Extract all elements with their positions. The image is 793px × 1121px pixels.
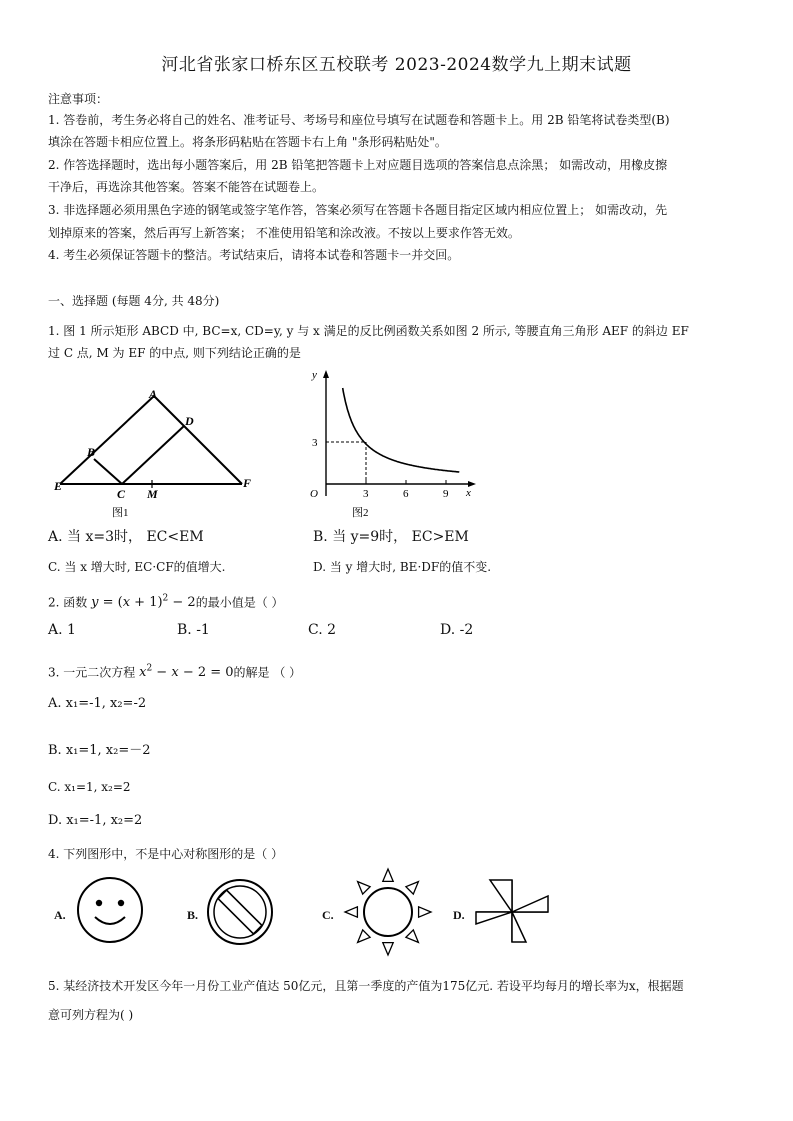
tick-y-3: 3: [312, 437, 318, 449]
pinwheel-icon: [474, 876, 552, 948]
sun-ray: [383, 943, 393, 955]
q3-option-a: A. x₁=-1, x₂=-2: [48, 696, 147, 711]
q1-figure-1: [50, 384, 265, 520]
sun-ray: [419, 907, 431, 917]
sun-ray: [406, 930, 419, 943]
q2-stem-prefix: 2. 函数: [48, 595, 92, 610]
hyperbola-curve: [343, 388, 460, 472]
figure-2-caption: 图2: [352, 507, 369, 519]
q3-option-b: B. x₁=1, x₂=－2: [48, 743, 151, 758]
label-f: F: [243, 476, 252, 490]
smiley-face-icon: [75, 875, 145, 945]
label-b: B: [87, 445, 96, 459]
notice-line: 3. 非选择题必须用黑色字迹的钢笔或签字笔作答，答案必须写在答题卡各题目指定区域内相应位置上； 如需改动，先: [48, 203, 668, 217]
q1-stem-line1: 1. 图 1 所示矩形 ABCD 中, BC=x, CD=y, y 与 x 满足的反比例函数关系如图 2 所示, 等腰直角三角形 AEF 的斜边 EF: [48, 324, 689, 338]
tick-x-9: 9: [443, 488, 449, 500]
figure-1-caption: 图1: [112, 507, 129, 519]
q5-stem-line1: 5. 某经济技术开发区今年一月份工业产值达 50亿元，且第一季度的产值为175亿元. 若设平均每月的增长率为x，根据题: [48, 979, 684, 993]
q4-label-d: D.: [453, 908, 465, 922]
label-e: E: [54, 479, 63, 493]
label-c: C: [117, 487, 126, 501]
q4-label-c: C.: [322, 908, 334, 922]
q1-option-b: B. 当 y=9时， EC>EM: [313, 529, 469, 545]
q2-stem: [48, 592, 748, 610]
axis-y-label: y: [312, 369, 317, 381]
q2-option-c: C. 2: [308, 622, 337, 638]
q2-option-a: A. 1: [48, 622, 76, 638]
q2-option-b: B. -1: [177, 622, 210, 638]
notice-line: 干净后，再选涂其他答案。答案不能答在试题卷上。: [48, 180, 325, 194]
no-sign-icon: [205, 877, 275, 947]
q2-formula: $y = (x + 1)^2 - 2$: [91, 594, 196, 611]
label-d: D: [185, 414, 194, 428]
q3-formula: $x^2 - x - 2 = 0$: [139, 664, 234, 681]
sun-ray: [358, 930, 371, 943]
notice-heading: 注意事项：: [48, 92, 109, 106]
q1-option-a: A. 当 x=3时， EC<EM: [48, 529, 204, 545]
q2-stem-suffix: 的最小值是（ ）: [195, 595, 284, 610]
tick-x-3: 3: [363, 488, 369, 500]
q5-stem-line2: 意可列方程为( ): [48, 1008, 134, 1022]
q4-stem: 4. 下列图形中，不是中心对称图形的是（ ）: [48, 847, 284, 861]
q1-figure-2: [300, 366, 480, 522]
q4-label-b: B.: [187, 908, 199, 922]
notice-line: 1. 答卷前，考生务必将自己的姓名、准考证号、考场号和座位号填写在试题卷和答题卡上。用 2B 铅笔将试卷类型(B): [48, 113, 670, 127]
q1-option-c: C. 当 x 增大时, EC·CF的值增大.: [48, 560, 226, 574]
sun-ray: [358, 882, 371, 895]
q3-option-d: D. x₁=-1, x₂=2: [48, 813, 143, 828]
q3-stem-suffix: 的解是 （ ）: [233, 665, 302, 680]
q4-label-a: A.: [54, 908, 66, 922]
q3-stem: [48, 662, 748, 680]
axis-x-label: x: [466, 487, 471, 499]
q3-stem-prefix: 3. 一元二次方程: [48, 665, 140, 680]
sun-ray: [345, 907, 357, 917]
notice-line: 划掉原来的答案，然后再写上新答案； 不准使用铅笔和涂改液。不按以上要求作答无效。: [48, 226, 520, 240]
notice-line: 填涂在答题卡相应位置上。将条形码粘贴在答题卡右上角 "条形码粘贴处"。: [48, 135, 447, 149]
page-title: 河北省张家口桥东区五校联考 2023-2024数学九上期末试题: [161, 55, 632, 75]
notice-line: 4. 考生必须保证答题卡的整洁。考试结束后，请将本试卷和答题卡一并交回。: [48, 248, 460, 262]
sun-ray: [383, 869, 393, 881]
notice-line: 2. 作答选择题时，选出每小题答案后，用 2B 铅笔把答题卡上对应题目选项的答案信息点涂黑； 如需改动，用橡皮擦: [48, 158, 668, 172]
q3-option-c: C. x₁=1, x₂=2: [48, 780, 131, 794]
sun-ray: [406, 882, 419, 895]
label-m: M: [147, 487, 158, 501]
section-heading: 一、选择题 (每题 4分, 共 48分): [48, 294, 220, 308]
q1-option-d: D. 当 y 增大时, BE·DF的值不变.: [313, 560, 492, 574]
q2-option-d: D. -2: [440, 622, 474, 638]
tick-x-6: 6: [403, 488, 409, 500]
label-a: A: [149, 387, 158, 401]
sun-icon: [342, 866, 434, 958]
q1-stem-line2: 过 C 点, M 为 EF 的中点, 则下列结论正确的是: [48, 346, 301, 360]
origin-label: O: [310, 488, 318, 500]
